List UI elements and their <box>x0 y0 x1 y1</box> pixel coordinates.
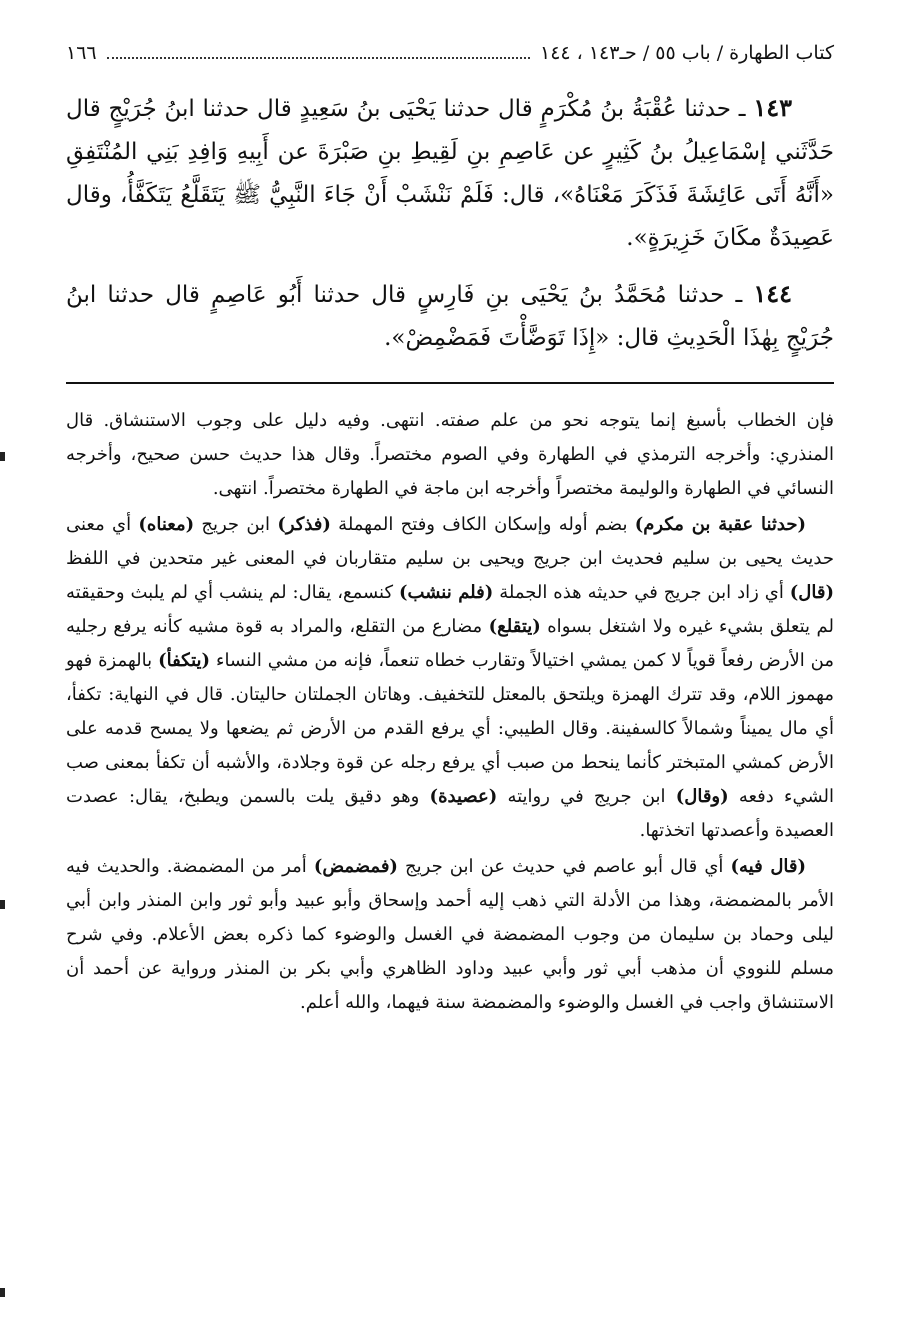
bold-lemma: (حدثنا عقبة بن مكرم) <box>634 514 806 535</box>
bold-lemma: (عصيدة) <box>429 786 498 807</box>
scan-edge-mark <box>0 900 5 909</box>
bold-lemma: (قال) <box>789 582 834 603</box>
document-page <box>66 38 834 1022</box>
commentary-text: وهو دقيق يلت بالسمن ويطبخ، يقال: عصدت العصيدة وأعصدتها اتخذتها. <box>66 786 834 841</box>
commentary-text: مضارع من التقلع، والمراد به قوة مشيه كأنه يرفع رجليه من الأرض رفعاً قوياً لا كمن يمشي اختيالاً وتقارب خطاه تنعماً، فإنه من مشي النساء <box>66 616 835 671</box>
scan-edge-mark <box>0 452 5 461</box>
commentary-section <box>66 404 834 1020</box>
running-header <box>66 38 834 72</box>
bold-lemma: (فلم ننشب) <box>399 582 494 603</box>
commentary-text: أي قال أبو عاصم في حديث عن ابن جريج <box>397 856 731 877</box>
commentary-paragraph-3 <box>66 850 834 1020</box>
hadith-number: ١٤٣ <box>753 93 792 122</box>
commentary-paragraph-1: فإن الخطاب بأسبغ إنما يتوجه نحو من علم صفته. انتهى. وفيه دليل على وجوب الاستنشاق. قال المنذري: وأخرجه الترمذي في الطهارة وفي الصوم مختصراً. وقال هذا حديث حسن صحيح، وأخرجه النسائي في الطهارة والوليمة مختصراً وأخرجه ابن ماجة في الطهارة مختصراً. انتهى. <box>66 410 834 499</box>
scan-edge-mark <box>0 1288 5 1297</box>
bold-lemma: (قال فيه) <box>730 856 807 877</box>
page-number: ١٦٦ <box>66 42 97 64</box>
commentary-text: ابن جريج <box>194 514 278 535</box>
bold-lemma: (معناه) <box>138 514 195 535</box>
hadith-144 <box>66 272 834 360</box>
bold-lemma: (يتقلع) <box>488 616 541 637</box>
bold-lemma: (فذكر) <box>277 514 331 535</box>
commentary-text: كنسمع، يقال: لم ينشب أي لم يلبث وحقيقته لم يتعلق بشيء غيره ولا اشتغل بسواه <box>66 582 834 637</box>
hadith-text: ـ حدثنا مُحَمَّدُ بنُ يَحْيَى بنِ فَارِسٍ قال حدثنا أَبُو عَاصِمٍ قال حدثنا ابنُ جُرَيْجٍ بِهٰذَا الْحَدِيثِ قال: «إِذَا تَوَضَّأْتَ فَمَضْمِضْ». <box>66 282 834 351</box>
commentary-text: أي معنى حديث يحيى بن سليم فحديث ابن جريج ويحيى بن سليم متقاربان في المعنى غير متحدين في اللفظ <box>66 514 834 569</box>
bold-lemma: (فمضمض) <box>313 856 398 877</box>
hadith-text: ـ حدثنا عُقْبَةُ بنُ مُكْرَمٍ قال حدثنا يَحْيَى بنُ سَعِيدٍ قال حدثنا ابنُ جُرَيْجٍ قال حَدَّثَني إسْمَاعِيلُ بنُ كَثِيرٍ عن عَاصِمِ بنِ لَقِيطِ بنِ صَبْرَةَ عن أَبِيهِ وَافِدِ بَنِي المُنْتَفِقِ «أَنَّهُ أَتَى عَائِشَةَ فَذَكَرَ مَعْنَاهُ»، قال: فَلَمْ نَنْشَبْ أَنْ جَاءَ النَّبِيُّ ﷺ يَتَقَلَّعُ يَتَكَفَّأُ، وقال عَصِيدَةٌ مكَانَ خَزِيرَةٍ». <box>66 96 834 251</box>
commentary-text: أمر من المضمضة. والحديث فيه الأمر بالمضمضة، وهذا من الأدلة التي ذهب إليه أحمد وإسحاق وأبو عبيد وأبو ثور وابن المنذر وابن أبي ليلى وحماد بن سليمان من وجوب المضمضة في الغسل والوضوء كما ذكره بعض الأعلام. وفي شرح مسلم للنووي أن مذهب أبي ثور وأبي عبيد وداود الظاهري وأبي بكر بن المنذر ورواية عن أحمد أن الاستنشاق واجب في الغسل والوضوء والمضمضة سنة فيهما، والله أعلم. <box>66 856 834 1013</box>
commentary-paragraph-2 <box>66 508 834 848</box>
hadith-number: ١٤٤ <box>753 279 793 308</box>
commentary-text: بضم أوله وإسكان الكاف وفتح المهملة <box>330 514 635 535</box>
header-title: كتاب الطهارة / باب ٥٥ / حـ١٤٣ ، ١٤٤ <box>540 42 834 64</box>
footnote-divider <box>66 382 834 384</box>
bold-lemma: (وقال) <box>675 786 729 807</box>
bold-lemma: (يتكفأ) <box>158 650 211 671</box>
commentary-text: بالهمزة فهو مهموز اللام، وقد تترك الهمزة ويلتحق بالمعتل للتخفيف. وهاتان الجملتان حاليتان. قال في النهاية: تكفأ، أي مال يميناً وشمالاً كالسفينة. وقال الطيبي: أي يرفع القدم من الأرض ثم يضعها ولا يمسح قدمه على الأرض كمشي المتبختر كأنما ينحط من صبب أي يرفع رجله عن قوة وجلادة، والأشبه أن تكفأ بمعنى صب الشيء دفعه <box>66 650 835 807</box>
hadith-section <box>66 86 834 360</box>
hadith-143 <box>66 86 834 260</box>
commentary-text: ابن جريج في روايته <box>497 786 676 807</box>
commentary-text: أي زاد ابن جريج في حديثه هذه الجملة <box>493 582 790 603</box>
header-leader-dots <box>107 39 530 59</box>
